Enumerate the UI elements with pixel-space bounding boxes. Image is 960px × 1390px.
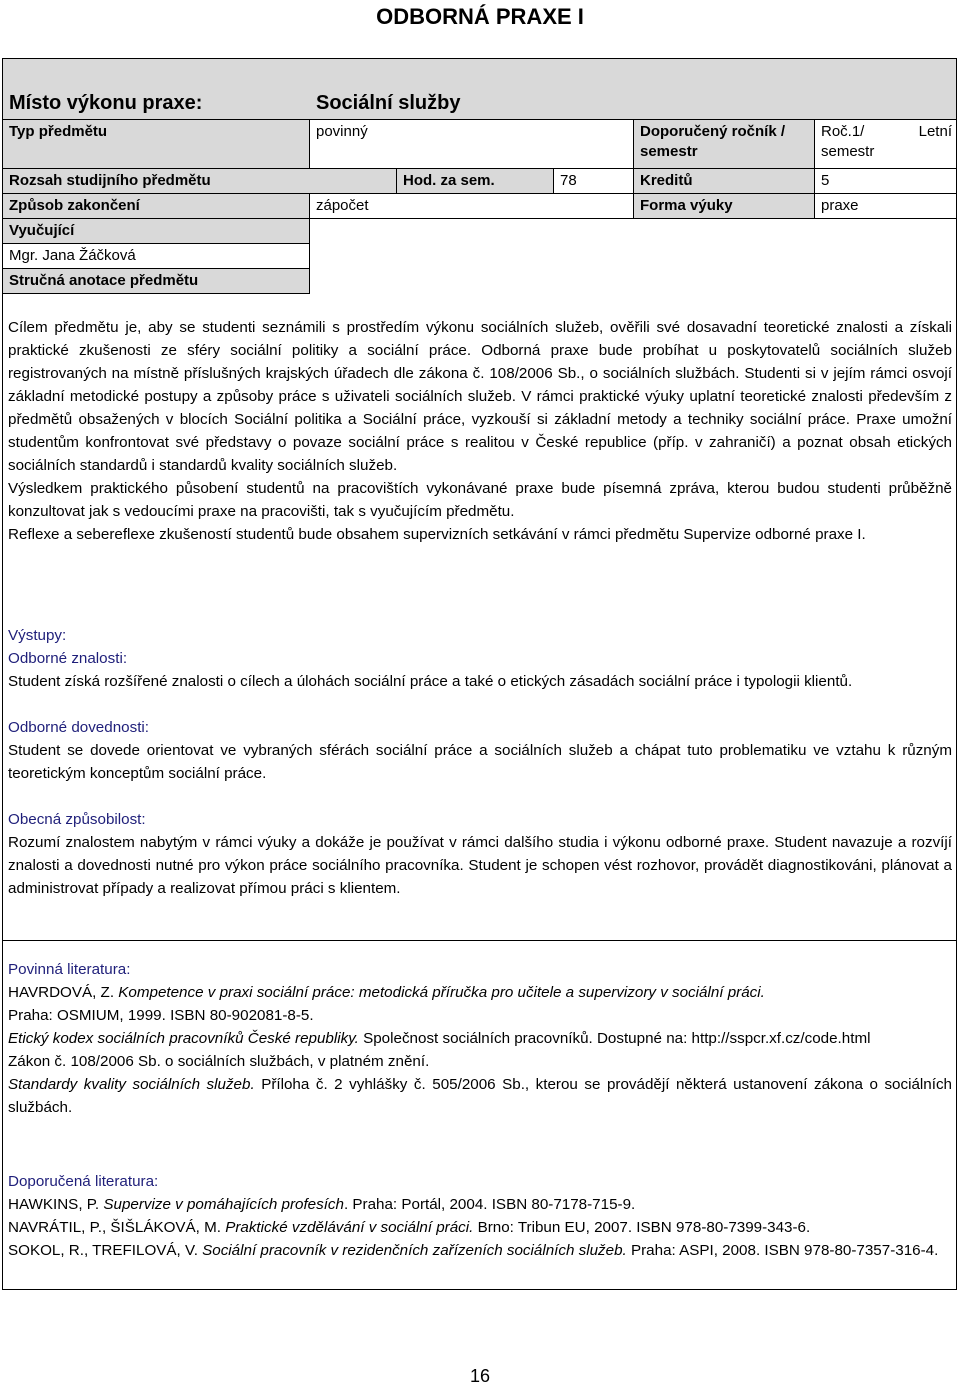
- annotation-paragraph-2: Výsledkem praktického působení studentů na pracovištích vykonávané praxe bude písemná zpráva, kterou budou studenti průběžně konzultovat jak s vedoucími praxe na pracovišti, tak s vyučujícím předmětu.: [8, 480, 952, 520]
- lit-details: Brno: Tribun EU, 2007. ISBN 978-80-7399-343-6.: [473, 1219, 811, 1236]
- lit-author: HAVRDOVÁ, Z.: [8, 984, 119, 1001]
- credits-label: Kreditů: [633, 168, 815, 194]
- annotation-paragraph-3: Reflexe a sebereflexe zkušeností studentů bude obsahem supervizních setkávání v rámci předmětu Supervize odborné praxe I.: [8, 526, 866, 543]
- completion-value: zápočet: [309, 193, 634, 219]
- recommended-literature-section: [8, 1170, 952, 1262]
- annotation-paragraph-1: Cílem předmětu je, aby se studenti seznámili s prostředím výkonu sociálních služeb, ověřili své dosavadní teoretické znalosti a získali praktické zkušenosti ze sféry sociální politiky a sociální práce. Odborná praxe bude probíhat u poskytovatelů sociálních služeb registrovaných na místně příslušných krajských úřadech dle zákona č. 108/2006 Sb., o sociálních službách. Studenti si v jejím rámci osvojí základní metodické postupy a způsoby práce s uživateli sociálních služeb. V rámci praktické výuky uplatní teoretické znalosti především z předmětů obsažených v blocích Sociální politika a Sociální práce, vyzkouší si základní metody a techniky sociální práce. Praxe umožní studentům konfrontovat své představy o povaze sociální práce s realitou v České republice (příp. v zahraničí) a poznat obsah etických sociálních standardů i standardů kvality sociálních služeb.: [8, 319, 952, 474]
- teacher-value: Mgr. Jana Žáčková: [2, 243, 310, 269]
- lit-title: Sociální pracovník v rezidenčních zařízeních sociálních služeb.: [202, 1242, 627, 1259]
- page-number: 16: [469, 1366, 491, 1386]
- year-value: Roč.1/ semestr: [821, 123, 875, 160]
- annotation-section: [8, 316, 952, 546]
- lit-title: Praktické vzdělávání v sociální práci.: [225, 1219, 474, 1236]
- outputs-heading: Výstupy:: [8, 627, 67, 644]
- place-label: Místo výkonu praxe:: [9, 92, 203, 114]
- place-value: Sociální služby: [316, 92, 461, 114]
- semester-value: Letní: [918, 123, 952, 140]
- type-label: Typ předmětu: [2, 119, 310, 169]
- lit-title: Supervize v pomáhajících profesích: [103, 1196, 344, 1213]
- required-lit-item-1: [8, 981, 952, 1004]
- hours-value: 78: [553, 168, 634, 194]
- lit-details: Společnost sociálních pracovníků. Dostupné na: http://sspcr.xf.cz/code.html: [358, 1030, 871, 1047]
- recommended-lit-heading: Doporučená literatura:: [8, 1173, 159, 1190]
- teacher-label: Vyučující: [2, 218, 310, 244]
- recommended-lit-item-3: [8, 1239, 952, 1262]
- outputs-section: [8, 624, 952, 900]
- page-title: ODBORNÁ PRAXE I: [376, 4, 584, 29]
- lit-author: NAVRÁTIL, P., ŠIŠLÁKOVÁ, M.: [8, 1219, 226, 1236]
- recommended-lit-item-1: [8, 1193, 952, 1216]
- required-lit-item-2: [8, 1027, 952, 1050]
- required-lit-item-3: Zákon č. 108/2006 Sb. o sociálních službách, v platném znění.: [8, 1053, 430, 1070]
- skills-text: Student se dovede orientovat ve vybraných sférách sociální práce a sociálních služeb a chápat tuto problematiku ve vztahu k různým teoretickým konceptům sociální práce.: [8, 742, 952, 782]
- lit-details: Příloha č. 2 vyhlášky č. 505/2006 Sb., kterou se provádějí některá ustanovení zákona o sociálních službách.: [8, 1076, 953, 1116]
- annotation-label: Stručná anotace předmětu: [2, 268, 310, 294]
- form-value: praxe: [814, 193, 957, 219]
- column-divider: [309, 218, 311, 294]
- section-divider: [2, 940, 957, 941]
- required-literature-section: [8, 958, 952, 1119]
- required-lit-item-1-publisher: Praha: OSMIUM, 1999. ISBN 80-902081-8-5.: [8, 1007, 314, 1024]
- lit-details: . Praha: Portál, 2004. ISBN 80-7178-715-9.: [343, 1196, 636, 1213]
- year-cell: [814, 119, 957, 169]
- year-label: Doporučený ročník / semestr: [633, 119, 815, 169]
- knowledge-heading: Odborné znalosti:: [8, 650, 128, 667]
- knowledge-text: Student získá rozšířené znalosti o cílech a úlohách sociální práce a také o etických zásadách sociální práce i typologii klientů.: [8, 673, 853, 690]
- recommended-lit-item-2: [8, 1216, 952, 1239]
- skills-heading: Odborné dovednosti:: [8, 719, 150, 736]
- required-lit-heading: Povinná literatura:: [8, 961, 131, 978]
- competence-heading: Obecná způsobilost:: [8, 811, 146, 828]
- lit-title: Standardy kvality sociálních služeb.: [8, 1076, 255, 1093]
- type-value: povinný: [309, 119, 634, 169]
- scope-label: Rozsah studijního předmětu: [2, 168, 397, 194]
- lit-details: Praha: ASPI, 2008. ISBN 978-80-7357-316-4.: [626, 1242, 939, 1259]
- competence-text: Rozumí znalostem nabytým v rámci výuky a dokáže je používat v rámci dalšího studia i výkonu odborné praxe. Student navazuje a rozvíjí znalosti a dovednosti nutné pro výkon práce sociálního pracovníka. Student je schopen vést rozhovor, provádět diagnostikováni, plánovat a administrovat případy a realizovat přímou práci s klientem.: [8, 834, 952, 897]
- lit-title: Etický kodex sociálních pracovníků České republiky.: [8, 1030, 359, 1047]
- required-lit-item-4: [8, 1073, 952, 1119]
- credits-value: 5: [814, 168, 957, 194]
- lit-author: HAWKINS, P.: [8, 1196, 104, 1213]
- form-label: Forma výuky: [633, 193, 815, 219]
- hours-label: Hod. za sem.: [396, 168, 554, 194]
- lit-author: SOKOL, R., TREFILOVÁ, V.: [8, 1242, 203, 1259]
- completion-label: Způsob zakončení: [2, 193, 310, 219]
- lit-title: Kompetence v praxi sociální práce: metodická příručka pro učitele a supervizory v sociální práci.: [118, 984, 765, 1001]
